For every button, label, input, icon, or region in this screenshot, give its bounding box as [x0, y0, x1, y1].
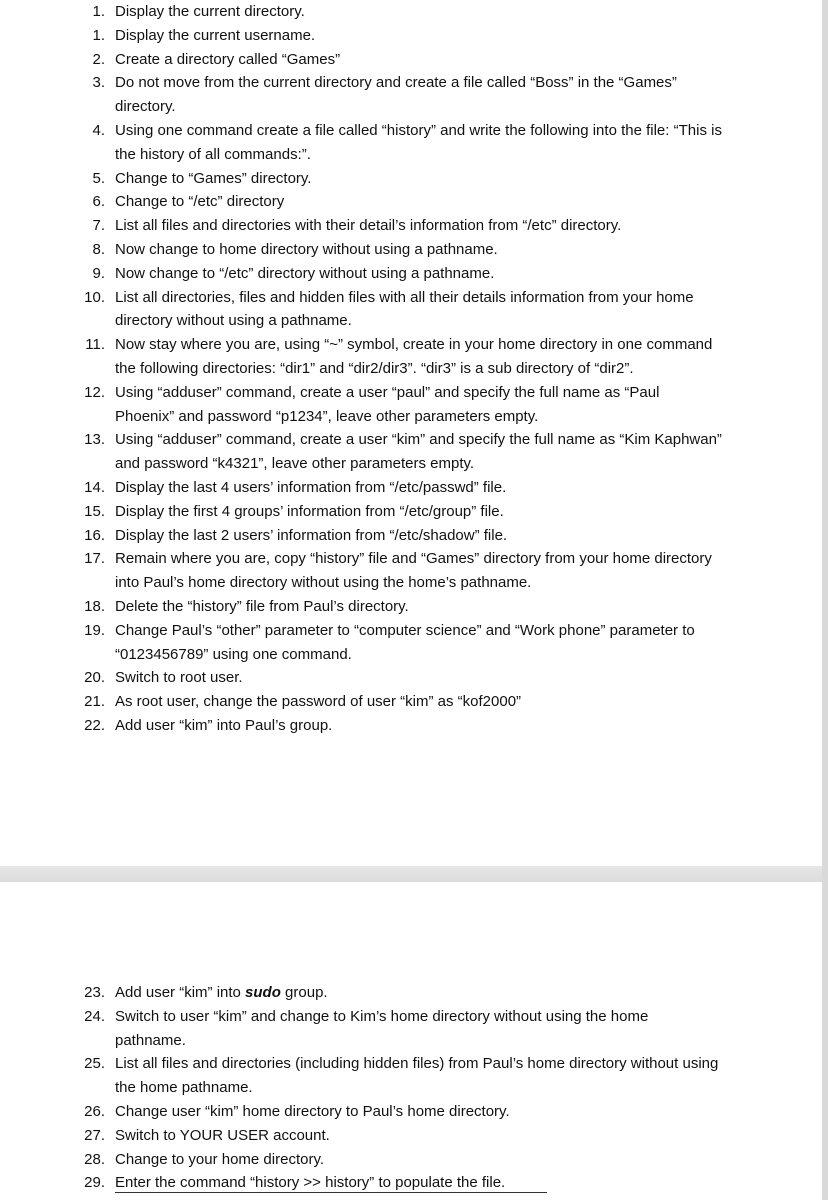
item-number: 1. — [92, 3, 105, 20]
item-number: 27. — [84, 1126, 105, 1144]
item-text: List all files and directories with their detail’s information from “/etc” directory. — [115, 217, 622, 235]
item-text: Now change to home directory without using a pathname. — [115, 240, 498, 258]
list-item — [0, 1005, 822, 1053]
item-text: Display the current directory. — [115, 3, 305, 20]
list-item — [0, 48, 822, 72]
item-number: 28. — [84, 1150, 105, 1168]
list-item — [0, 119, 822, 167]
item-text-before: Add user “kim” into — [115, 984, 246, 1001]
item-number: 4. — [92, 121, 105, 139]
item-number: 8. — [92, 240, 105, 258]
list-item — [0, 381, 822, 429]
item-text-emphasis: sudo — [245, 984, 281, 1001]
item-number: 13. — [84, 431, 105, 449]
list-item — [0, 333, 822, 381]
item-text: Change to your home directory. — [115, 1150, 324, 1168]
item-text: Display the last 2 users’ information from “/etc/shadow” file. — [115, 526, 508, 544]
item-number: 24. — [84, 1007, 105, 1025]
page-break — [0, 866, 822, 882]
item-number: 5. — [92, 169, 105, 187]
list-item — [0, 547, 822, 595]
item-text: Display the first 4 groups’ information from “/etc/group” file. — [115, 502, 504, 520]
item-text: Now change to “/etc” directory without using a pathname. — [115, 264, 495, 282]
list-item — [0, 1148, 822, 1172]
item-text: Using “adduser” command, create a user “kim” and specify the full name as “Kim Kaphwan” and password “k4321”, leave other parameters empty. — [115, 431, 722, 473]
item-text: Switch to YOUR USER account. — [115, 1126, 330, 1144]
item-number: 11. — [85, 336, 105, 354]
item-text: Enter the command “history >> history” to populate the file. — [115, 1174, 506, 1192]
list-item — [0, 71, 822, 119]
item-text: Change Paul’s “other” parameter to “computer science” and “Work phone” parameter to “0123456789” using one command. — [115, 621, 695, 663]
list-item — [0, 24, 822, 48]
list-item — [0, 595, 822, 619]
list-item — [0, 190, 822, 214]
item-number: 10. — [84, 288, 105, 306]
item-number: 9. — [92, 264, 105, 282]
item-text: Display the current username. — [115, 26, 316, 44]
item-number: 18. — [84, 597, 105, 615]
item-number: 23. — [84, 984, 105, 1001]
list-item — [0, 238, 822, 262]
task-list-page-2 — [0, 981, 822, 1195]
item-text: Using “adduser” command, create a user “paul” and specify the full name as “Paul Phoenix” and password “p1234”, leave other parameters empty. — [115, 383, 660, 425]
item-text: Switch to root user. — [115, 669, 243, 687]
list-item — [0, 524, 822, 548]
item-number: 12. — [84, 383, 105, 401]
list-item — [0, 500, 822, 524]
list-item — [0, 1052, 822, 1100]
item-number: 3. — [92, 74, 105, 92]
item-text: Add user “kim” into Paul’s group. — [115, 716, 333, 734]
item-number: 19. — [84, 621, 105, 639]
item-number: 21. — [84, 693, 105, 711]
item-text: List all files and directories (including hidden files) from Paul’s home directory without using the home pathname. — [115, 1055, 719, 1097]
item-number: 16. — [84, 526, 105, 544]
list-item — [0, 286, 822, 334]
item-text-after: group. — [280, 984, 328, 1001]
list-item — [0, 428, 822, 476]
list-item — [0, 0, 822, 24]
list-item — [0, 1100, 822, 1124]
list-item — [0, 1124, 822, 1148]
item-number: 7. — [92, 217, 105, 235]
item-text: Change user “kim” home directory to Paul’s home directory. — [115, 1102, 510, 1120]
list-item — [0, 262, 822, 286]
item-number: 29. — [84, 1174, 105, 1192]
item-text: Create a directory called “Games” — [115, 50, 341, 68]
list-item — [0, 981, 822, 1005]
list-item — [0, 714, 822, 738]
list-item — [0, 476, 822, 500]
item-number: 6. — [92, 193, 105, 211]
item-number: 2. — [92, 50, 105, 68]
item-text — [115, 984, 328, 1001]
text-underline-rule — [115, 1192, 547, 1193]
item-number: 22. — [84, 716, 105, 734]
item-number: 15. — [84, 502, 105, 520]
item-number: 17. — [84, 550, 105, 568]
item-text: Using one command create a file called “history” and write the following into the file: “This is the history of all commands:”. — [115, 121, 722, 163]
item-text: List all directories, files and hidden files with all their details information from your home directory without using a pathname. — [115, 288, 694, 330]
list-item — [0, 666, 822, 690]
item-text: Now stay where you are, using “~” symbol, create in your home directory in one command the following directories: “dir1” and “dir2/dir3”. “dir3” is a sub directory of “dir2”. — [115, 336, 713, 377]
list-item — [0, 690, 822, 714]
item-number: 26. — [84, 1102, 105, 1120]
list-item — [0, 167, 822, 191]
item-text: Remain where you are, copy “history” file and “Games” directory from your home directory into Paul’s home directory without using the home’s pathname. — [115, 550, 712, 592]
item-number: 20. — [84, 669, 105, 687]
item-text: Change to “Games” directory. — [115, 169, 312, 187]
item-text: Switch to user “kim” and change to Kim’s home directory without using the home pathname. — [115, 1007, 649, 1049]
item-text: Do not move from the current directory and create a file called “Boss” in the “Games” directory. — [115, 74, 677, 116]
item-text: Delete the “history” file from Paul’s directory. — [115, 597, 409, 615]
item-text: As root user, change the password of user “kim” as “kof2000” — [115, 693, 522, 711]
window-edge — [822, 0, 828, 1200]
list-item — [0, 619, 822, 667]
list-item — [0, 214, 822, 238]
item-text: Change to “/etc” directory — [115, 193, 285, 211]
item-number: 1. — [92, 26, 105, 44]
item-number: 14. — [84, 478, 105, 496]
item-text: Display the last 4 users’ information from “/etc/passwd” file. — [115, 478, 507, 496]
item-number: 25. — [84, 1055, 105, 1073]
